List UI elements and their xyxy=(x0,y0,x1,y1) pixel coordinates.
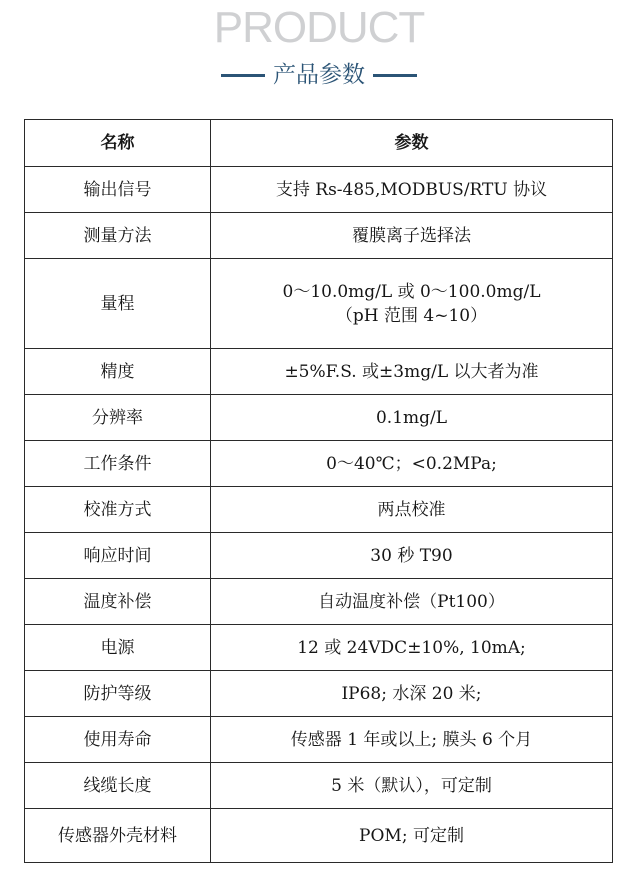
table-row xyxy=(25,763,613,809)
spec-value-line: 0～10.0mg/L 或 0～100.0mg/L xyxy=(282,281,541,302)
table-row xyxy=(25,625,613,671)
spec-value xyxy=(211,671,613,717)
spec-value-line: 两点校准 xyxy=(377,499,446,520)
spec-value xyxy=(211,717,613,763)
spec-value xyxy=(211,487,613,533)
spec-value-line: 覆膜离子选择法 xyxy=(352,225,471,246)
spec-name: 校准方式 xyxy=(25,487,211,533)
spec-name: 工作条件 xyxy=(25,441,211,487)
table-row xyxy=(25,533,613,579)
table-header-row xyxy=(25,120,613,167)
spec-value-line: 12 或 24VDC±10%, 10mA; xyxy=(297,637,526,658)
spec-name: 线缆长度 xyxy=(25,763,211,809)
table-row xyxy=(25,395,613,441)
spec-name: 精度 xyxy=(25,349,211,395)
spec-value xyxy=(211,441,613,487)
spec-value xyxy=(211,167,613,213)
spec-name: 分辨率 xyxy=(25,395,211,441)
table-row xyxy=(25,579,613,625)
table-row xyxy=(25,487,613,533)
column-header-name: 名称 xyxy=(25,120,211,167)
spec-value-line: 自动温度补偿（Pt100） xyxy=(318,591,505,612)
spec-name: 输出信号 xyxy=(25,167,211,213)
spec-value xyxy=(211,213,613,259)
table-row xyxy=(25,213,613,259)
table-row xyxy=(25,441,613,487)
spec-value-line: 5 米（默认），可定制 xyxy=(331,775,492,796)
table-row xyxy=(25,671,613,717)
product-spec-table xyxy=(24,119,613,863)
spec-value xyxy=(211,259,613,349)
table-row xyxy=(25,349,613,395)
spec-value-line: 支持 Rs-485,MODBUS/RTU 协议 xyxy=(275,179,548,200)
spec-name: 测量方法 xyxy=(25,213,211,259)
table-row xyxy=(25,259,613,349)
spec-value xyxy=(211,349,613,395)
spec-name: 响应时间 xyxy=(25,533,211,579)
spec-value xyxy=(211,809,613,863)
spec-value-line: （pH 范围 4~10） xyxy=(335,305,488,326)
spec-value xyxy=(211,533,613,579)
header-title-cn: 产品参数 xyxy=(273,62,365,88)
spec-name: 防护等级 xyxy=(25,671,211,717)
spec-value-line: 传感器 1 年或以上; 膜头 6 个月 xyxy=(290,729,533,750)
header-right-rule xyxy=(373,74,417,77)
column-header-value: 参数 xyxy=(211,120,613,167)
spec-value-line: 0.1mg/L xyxy=(375,407,448,428)
table-row xyxy=(25,167,613,213)
header-subtitle xyxy=(0,58,638,92)
spec-value-line: 0～40℃；<0.2MPa; xyxy=(326,453,497,474)
spec-value xyxy=(211,763,613,809)
spec-value xyxy=(211,395,613,441)
spec-value-line: ±5%F.S. 或±3mg/L 以大者为准 xyxy=(284,361,539,382)
header-left-rule xyxy=(221,74,265,77)
spec-value xyxy=(211,625,613,671)
spec-name: 量程 xyxy=(25,259,211,349)
spec-value-line: IP68; 水深 20 米; xyxy=(341,683,482,704)
spec-value xyxy=(211,579,613,625)
table-row xyxy=(25,809,613,863)
header-title-en: PRODUCT xyxy=(213,3,425,52)
spec-name: 传感器外壳材料 xyxy=(25,809,211,863)
spec-name: 电源 xyxy=(25,625,211,671)
table-row xyxy=(25,717,613,763)
spec-value-line: POM; 可定制 xyxy=(359,825,464,846)
spec-value-line: 30 秒 T90 xyxy=(370,545,453,566)
spec-name: 温度补偿 xyxy=(25,579,211,625)
spec-name: 使用寿命 xyxy=(25,717,211,763)
